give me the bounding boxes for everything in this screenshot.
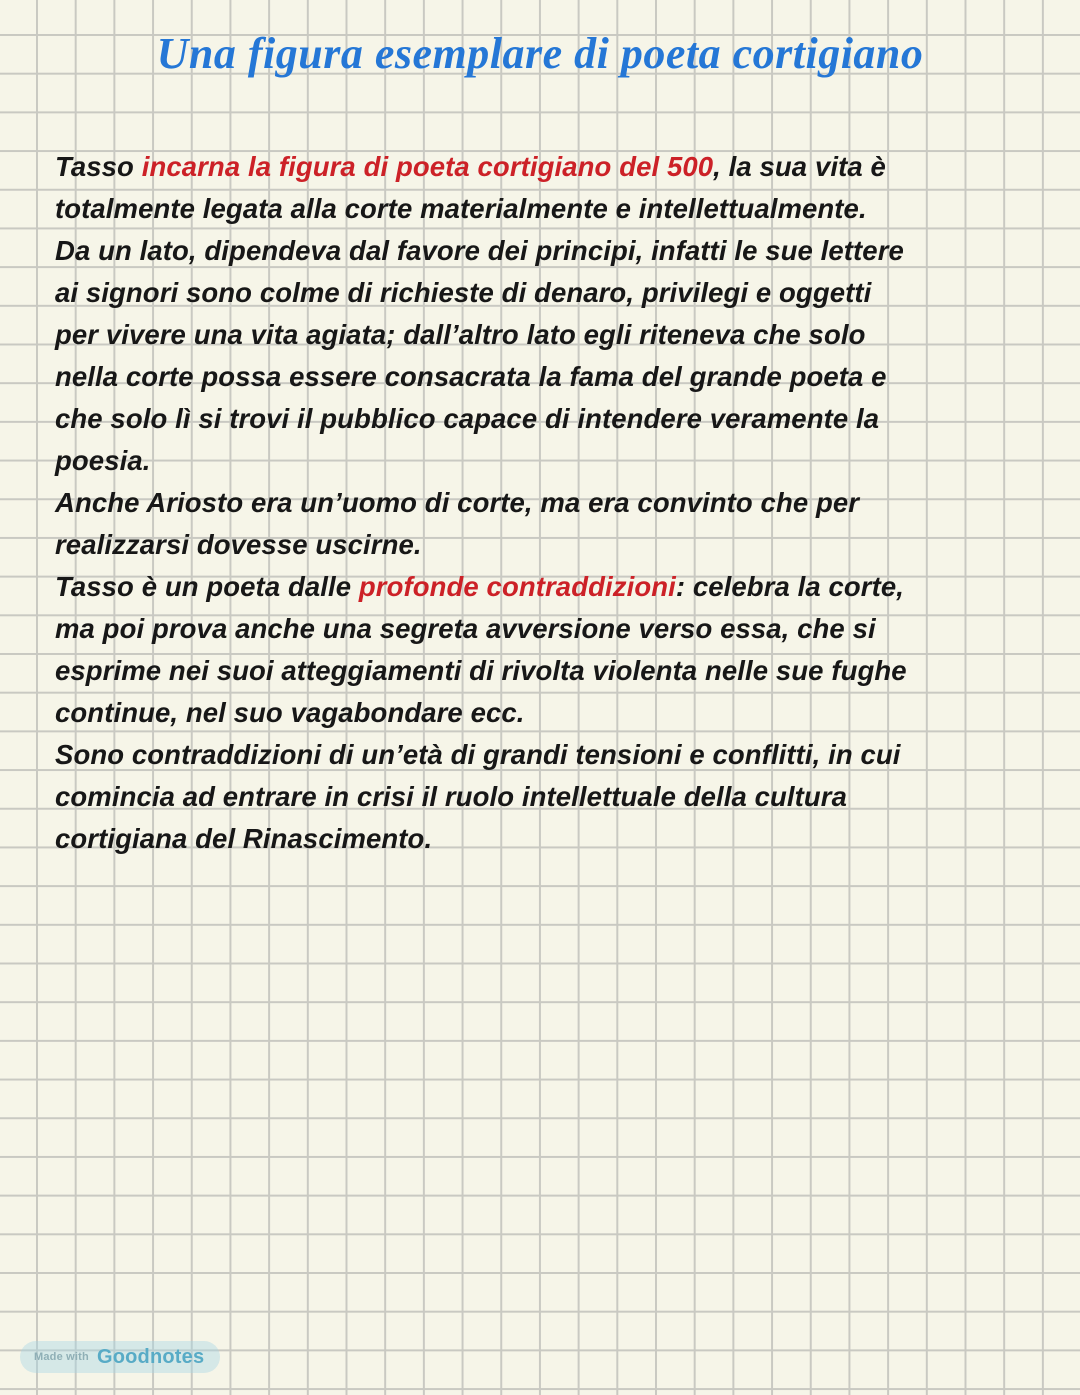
note-text: nella corte possa essere consacrata la fama del grande poeta e <box>55 361 887 392</box>
note-text: cortigiana del Rinascimento. <box>55 823 433 854</box>
note-line <box>55 188 1040 230</box>
note-line <box>55 776 1040 818</box>
note-text: totalmente legata alla corte materialmente e intellettualmente. <box>55 193 867 224</box>
note-line <box>55 482 1040 524</box>
note-line <box>55 818 1040 860</box>
note-text: che solo lì si trovi il pubblico capace di intendere veramente la <box>55 403 880 434</box>
note-text: poesia. <box>55 445 151 476</box>
note-line <box>55 314 1040 356</box>
note-line <box>55 566 1040 608</box>
note-text: ma poi prova anche una segreta avversione verso essa, che si <box>55 613 876 644</box>
note-text: Da un lato, dipendeva dal favore dei principi, infatti le sue lettere <box>55 235 904 266</box>
note-line <box>55 230 1040 272</box>
note-line <box>55 398 1040 440</box>
page-title: Una figura esemplare di poeta cortigiano <box>156 29 924 78</box>
note-line <box>55 608 1040 650</box>
note-body <box>55 146 1040 860</box>
note-text: comincia ad entrare in crisi il ruolo intellettuale della cultura <box>55 781 847 812</box>
note-text: per vivere una vita agiata; dall’altro lato egli riteneva che solo <box>55 319 866 350</box>
note-line <box>55 692 1040 734</box>
note-line <box>55 146 1040 188</box>
highlighted-text: profonde contraddizioni <box>358 571 676 602</box>
goodnotes-brand: Goodnotes <box>96 1345 205 1368</box>
note-line <box>55 356 1040 398</box>
note-line <box>55 734 1040 776</box>
note-text: Sono contraddizioni di un’età di grandi tensioni e conflitti, in cui <box>55 739 901 770</box>
note-text: : celebra la corte, <box>675 571 904 602</box>
highlighted-text: incarna la figura di poeta cortigiano del 500 <box>141 151 714 182</box>
note-line <box>55 272 1040 314</box>
note-text: Tasso <box>55 151 142 182</box>
note-text: continue, nel suo vagabondare ecc. <box>55 697 525 728</box>
note-line <box>55 440 1040 482</box>
note-text: realizzarsi dovesse uscirne. <box>55 529 422 560</box>
goodnotes-watermark <box>20 1341 220 1373</box>
note-line <box>55 524 1040 566</box>
note-text: esprime nei suoi atteggiamenti di rivolta violenta nelle sue fughe <box>55 655 907 686</box>
note-text: , la sua vita è <box>713 151 886 182</box>
note-text: Anche Ariosto era un’uomo di corte, ma era convinto che per <box>55 487 860 518</box>
note-line <box>55 650 1040 692</box>
note-text: Tasso è un poeta dalle <box>55 571 359 602</box>
note-text: ai signori sono colme di richieste di denaro, privilegi e oggetti <box>55 277 872 308</box>
made-with-label: Made with <box>34 1351 89 1363</box>
